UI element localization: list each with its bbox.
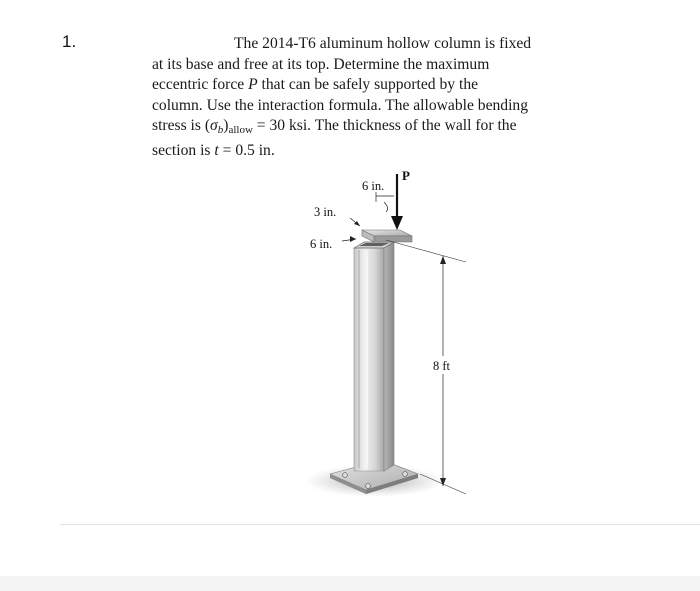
half-width-label: 3 in. — [314, 205, 337, 219]
depth-dimension — [342, 236, 356, 242]
bolt-icon — [403, 472, 408, 477]
half-width-dimension — [350, 218, 360, 226]
depth-label: 6 in. — [310, 237, 333, 251]
sigma-subscript-b: b — [217, 124, 224, 137]
problem-line-1: The 2014-T6 aluminum hollow column is fixed — [234, 35, 532, 52]
thickness-symbol: t — [214, 141, 219, 159]
bolt-icon — [343, 473, 348, 478]
allow-subscript: allow — [228, 124, 253, 137]
bottom-bar — [0, 576, 700, 591]
problem-line-6 — [152, 141, 608, 162]
text-segment: section is — [152, 141, 211, 159]
text-segment: ) — [223, 117, 229, 135]
force-symbol: P — [248, 76, 258, 94]
problem-line-3 — [152, 75, 608, 96]
column-figure — [290, 168, 490, 508]
text-segment: = 0.5 in. — [218, 141, 275, 159]
text-segment: eccentric force — [152, 76, 245, 94]
text-segment: that can be safely supported by the — [261, 76, 479, 94]
divider — [60, 524, 700, 525]
height-label: 8 ft — [433, 359, 451, 373]
problem-line-5 — [152, 116, 608, 141]
text-segment: = 30 ksi. The thickness of the wall for the — [252, 117, 517, 135]
problem-line-4: column. Use the interaction formula. The allowable bending — [152, 96, 529, 114]
column-shaft — [354, 242, 394, 471]
sigma-symbol: σ — [210, 117, 218, 135]
force-label: P — [402, 168, 410, 183]
problem-line-2: at its base and free at its top. Determine the maximum — [152, 55, 490, 73]
top-width-label: 6 in. — [362, 179, 385, 193]
top-width-dimension — [376, 192, 394, 212]
problem-statement — [152, 34, 608, 162]
text-segment: stress is ( — [152, 117, 211, 135]
bolt-icon — [366, 484, 371, 489]
height-dimension — [386, 240, 466, 494]
problem-number: 1. — [62, 32, 77, 51]
